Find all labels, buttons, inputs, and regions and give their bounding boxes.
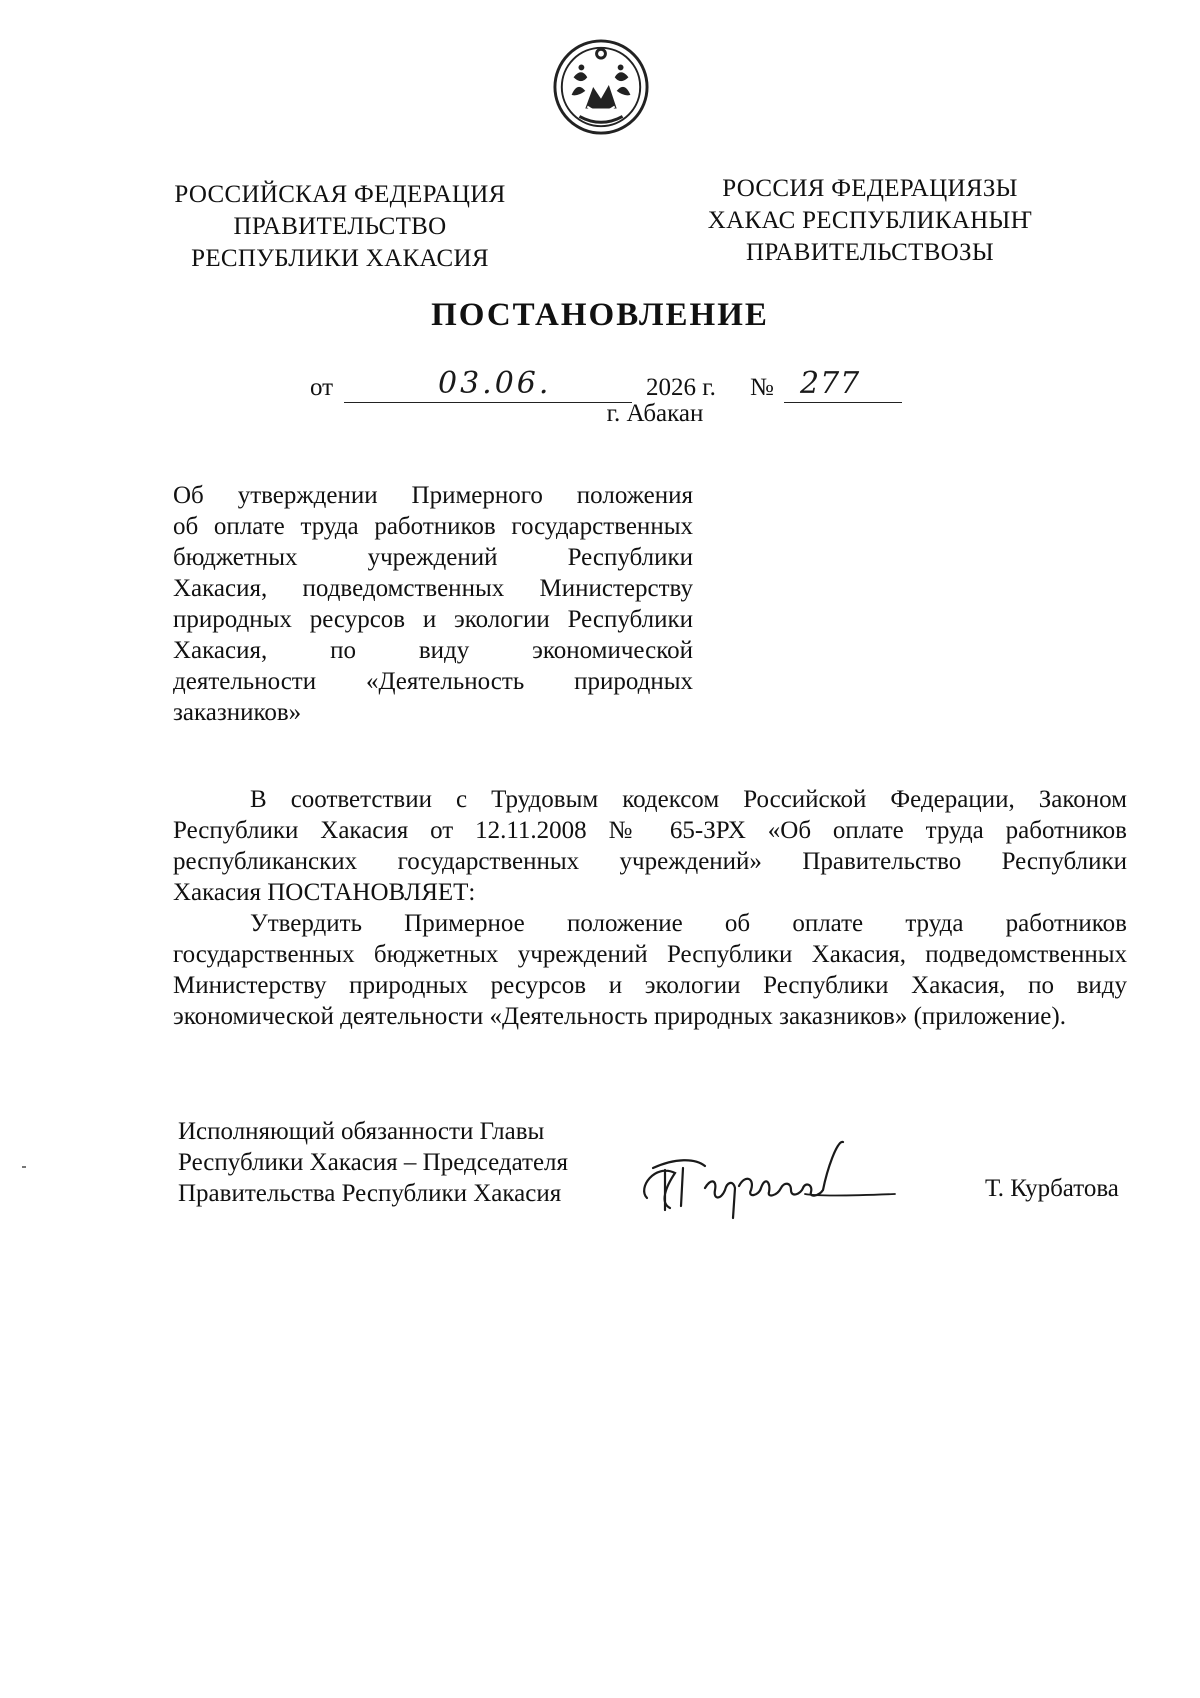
header-left-line: ПРАВИТЕЛЬСТВО (233, 213, 447, 240)
subject-line: Хакасия, подведомственных Министерству (173, 575, 693, 602)
body-line: Министерству природных ресурсов и экологии Республики Хакасия, по виду (173, 972, 1127, 999)
header-left-line: РЕСПУБЛИКИ ХАКАСИЯ (191, 245, 489, 272)
scan-mark (22, 1166, 26, 1168)
signer-line: Правительства Республики Хакасия (178, 1180, 562, 1207)
subject-line: заказников» (173, 699, 302, 726)
signer-line: Республики Хакасия – Председателя (178, 1149, 569, 1176)
body-line: Утвердить Примерное положение об оплате труда работников (250, 910, 1127, 937)
handwritten-signature (635, 1128, 905, 1223)
number-handwritten: 277 (800, 366, 861, 401)
header-right (680, 173, 1060, 269)
date-handwritten: 03.06. (438, 366, 552, 401)
body-line: государственных бюджетных учреждений Республики Хакасия, подведомственных (173, 941, 1127, 968)
subject-line: деятельности «Деятельность природных (173, 668, 693, 695)
subject-line: Об утверждении Примерного положения (173, 482, 693, 509)
signer-line: Исполняющий обязанности Главы (178, 1118, 545, 1145)
header-right-line: ПРАВИТЕЛЬСТВОЗЫ (746, 239, 994, 266)
subject-line: природных ресурсов и экологии Республики (173, 606, 693, 633)
subject-block (173, 480, 693, 728)
subject-line: бюджетных учреждений Республики (173, 544, 693, 571)
body-line: Республики Хакасия от 12.11.2008 № 65-ЗРХ «Об оплате труда работников (173, 817, 1127, 844)
header-right-line: РОССИЯ ФЕДЕРАЦИЯЗЫ (722, 175, 1018, 202)
body-line: В соответствии с Трудовым кодексом Российской Федерации, Законом (250, 786, 1127, 813)
coat-of-arms-icon (552, 38, 650, 136)
signer-position (178, 1116, 618, 1209)
number-sign: № (750, 374, 774, 401)
date-year: 2026 г. (646, 374, 716, 401)
body-text (173, 784, 1127, 1032)
subject-line: об оплате труда работников государственных (173, 513, 693, 540)
body-line: республиканских государственных учреждений» Правительство Республики (173, 848, 1127, 875)
city: г. Абакан (606, 400, 704, 427)
body-line: Хакасия ПОСТАНОВЛЯЕТ: (173, 879, 476, 906)
document-title: ПОСТАНОВЛЕНИЕ (431, 297, 769, 333)
header-left (150, 179, 530, 275)
header-left-line: РОССИЙСКАЯ ФЕДЕРАЦИЯ (174, 181, 506, 208)
header-right-line: ХАКАС РЕСПУБЛИКАНЫҤ (707, 207, 1033, 234)
body-line: экономической деятельности «Деятельность природных заказников» (приложение). (173, 1003, 1066, 1030)
signer-name: Т. Курбатова (985, 1175, 1119, 1202)
subject-line: Хакасия, по виду экономической (173, 637, 693, 664)
date-prefix: от (310, 374, 334, 401)
